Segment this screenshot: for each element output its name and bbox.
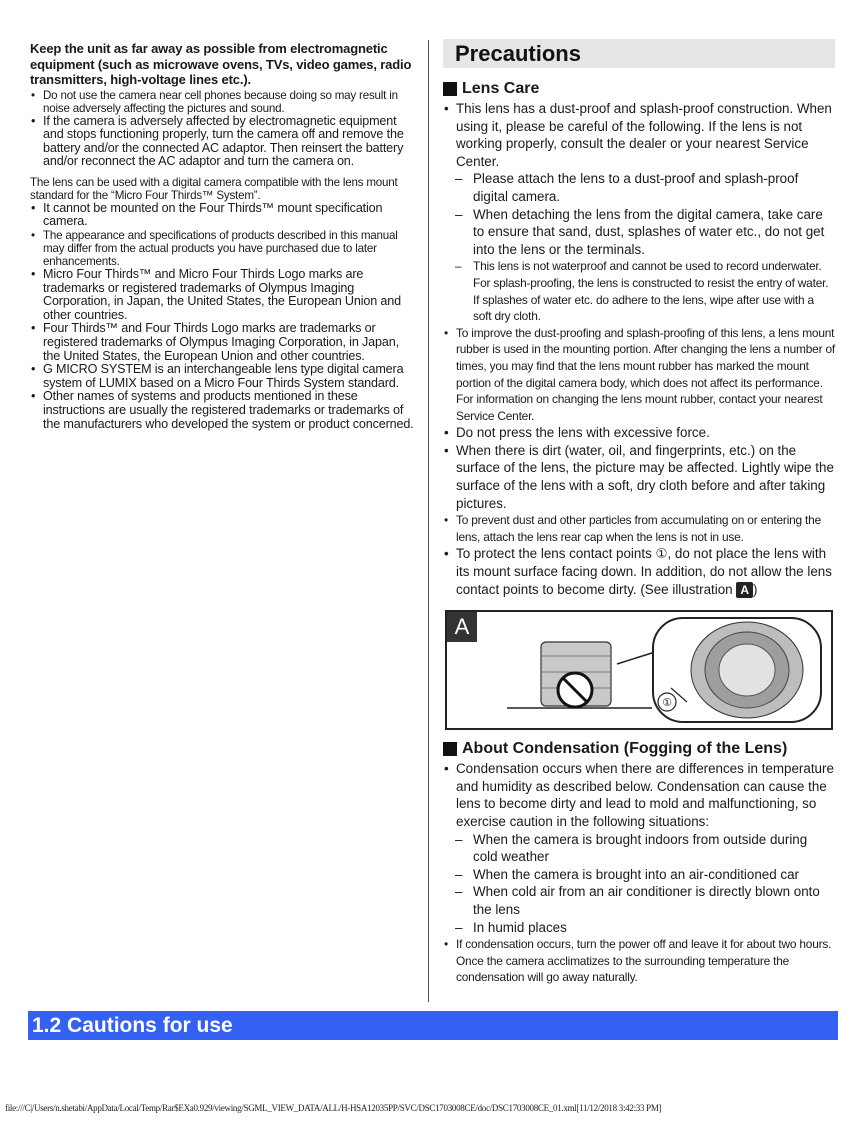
illustration-label: A: [447, 612, 477, 642]
list-item: • Do not use the camera near cell phones because doing so may result in noise adversely affecting the pictures and sound.: [30, 89, 418, 115]
list-item: • To prevent dust and other particles from accumulating on or entering the lens, attach the lens rear cap when the lens is not in use.: [443, 512, 835, 545]
list-item: • If the camera is adversely affected by electromagnetic equipment and stops functioning properly, turn the camera off and remove the battery and/or the connected AC adaptor. Then reinsert the battery and/or reconnect the AC adaptor and turn the camera on.: [30, 115, 418, 169]
list-item: • When there is dirt (water, oil, and fingerprints, etc.) on the surface of the lens, the picture may be affected. Lightly wipe the surface of the lens with a soft, dry cloth before and after taking pictures.: [443, 442, 835, 512]
condensation-heading: About Condensation (Fogging of the Lens): [443, 740, 835, 758]
list-item: • To improve the dust-proofing and splash-proofing of this lens, a lens mount rubber is used in the mounting portion. After changing the lens a number of times, you may find that the lens mount rubber has marked the mount portion of the digital camera body, which does not affect its performance. For information on changing the lens mount rubber, contact your nearest Service Center.: [443, 325, 835, 425]
electromagnetic-warning: Keep the unit as far away as possible from electromagnetic equipment (such as microwave ovens, TVs, video games, radio transmitters, high-voltage lines etc.).: [30, 41, 412, 87]
list-item: • The appearance and specifications of products described in this manual may differ from the actual products you have purchased due to later enhancements.: [30, 229, 418, 268]
list-item: • It cannot be mounted on the Four Thirds™ mount specification camera.: [30, 202, 418, 229]
list-item: • Condensation occurs when there are differences in temperature and humidity as described below. Condensation can cause the lens to become dirty and lead to mold and malfunctioning, so exercise caution in the following situations:: [443, 760, 835, 830]
list-item: • To protect the lens contact points ①, do not place the lens with its mount surface facing down. In addition, do not allow the lens contact points to become dirty. (See illustration A ): [443, 545, 835, 598]
section-square-icon: [443, 742, 457, 756]
lens-care-heading: Lens Care: [443, 80, 835, 98]
list-item: • Micro Four Thirds™ and Micro Four Thirds Logo marks are trademarks or registered trademarks of Olympus Imaging Corporation, in Japan, the United States, the European Union and other countries.: [30, 268, 418, 322]
section-heading-bar: 1.2 Cautions for use: [28, 1011, 838, 1040]
list-item: • Do not press the lens with excessive force.: [443, 424, 835, 442]
page-title: Precautions: [443, 39, 835, 68]
compatibility-paragraph: The lens can be used with a digital camera compatible with the lens mount standard for the “Micro Four Thirds™ System”.: [30, 175, 398, 202]
list-item: – This lens is not waterproof and cannot be used to record underwater. For splash-proofing, the lens is constructed to resist the entry of water. If splashes of water etc. do adhere to the lens, wipe after use with a soft dry cloth.: [443, 258, 835, 324]
file-path-footer: file:///C|/Users/n.shetabi/AppData/Local/Temp/Rar$EXa0.929/viewing/SGML_VIEW_DATA/ALL/H-HSA12035PP/SVC/DSC1703008CE/doc/DSC1703008CE_01.xml[11/12/2018 3:42:33 PM]: [5, 1103, 662, 1113]
list-item: – Please attach the lens to a dust-proof and splash-proof digital camera.: [443, 170, 835, 205]
section-square-icon: [443, 82, 457, 96]
list-item: – When the camera is brought into an air-conditioned car: [443, 866, 835, 884]
right-column: [443, 39, 835, 986]
left-column: [30, 41, 418, 431]
list-item: – In humid places: [443, 919, 835, 937]
list-item: • If condensation occurs, turn the power off and leave it for about two hours. Once the camera acclimatizes to the surrounding temperature the condensation will go away naturally.: [443, 936, 835, 986]
list-item: – When cold air from an air conditioner is directly blown onto the lens: [443, 883, 835, 918]
callout-number: ①: [662, 696, 672, 710]
column-divider: [428, 40, 429, 1002]
list-item: – When detaching the lens from the digital camera, take care to ensure that sand, dust, splashes of water etc., do not get into the lens or the terminals.: [443, 206, 835, 259]
lens-illustration: [445, 610, 833, 730]
illustration-ref-badge: A: [736, 582, 753, 598]
list-item: • This lens has a dust-proof and splash-proof construction. When using it, please be careful of the following. If the lens is not working properly, consult the dealer or your nearest Service Center.: [443, 100, 835, 170]
list-item: • Other names of systems and products mentioned in these instructions are usually the registered trademarks or trademarks of the manufacturers who developed the system or product concerned.: [30, 390, 418, 431]
list-item: • G MICRO SYSTEM is an interchangeable lens type digital camera system of LUMIX based on a Micro Four Thirds System standard.: [30, 363, 418, 390]
list-item: • Four Thirds™ and Four Thirds Logo marks are trademarks or registered trademarks of Olympus Imaging Corporation, in Japan, the United States, the European Union and other countries.: [30, 322, 418, 363]
list-item: – When the camera is brought indoors from outside during cold weather: [443, 831, 835, 866]
lens-drawing: [447, 612, 831, 728]
